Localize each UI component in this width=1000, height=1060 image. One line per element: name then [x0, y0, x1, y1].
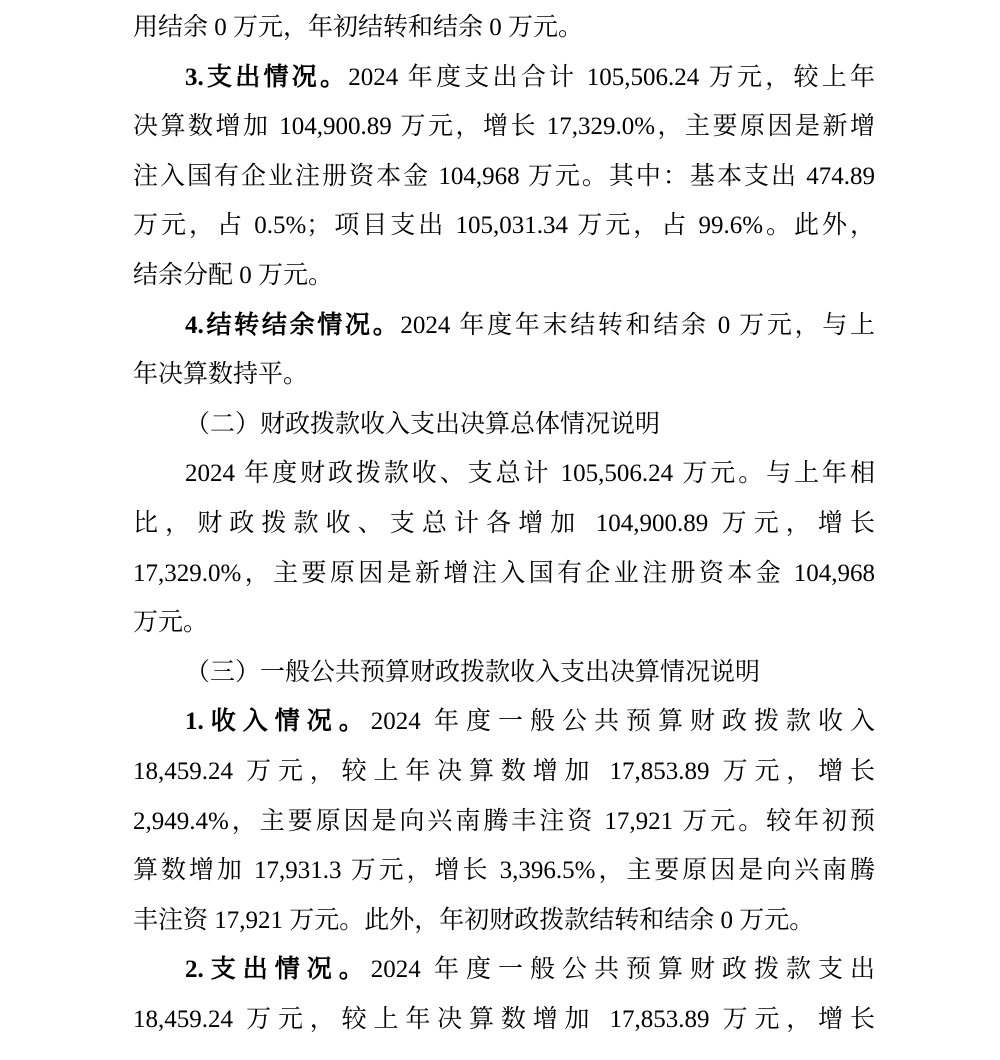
text-run: 注入国有企业注册资本金 104,968 万元。其中：基本支出 474.89: [133, 162, 875, 190]
text-run: （二）财政拨款收入支出决算总体情况说明: [185, 410, 661, 438]
text-run: 丰注资 17,921 万元。此外，年初财政拨款结转和结余 0 万元。: [133, 906, 815, 934]
text-run: 年决算数持平。: [133, 361, 309, 389]
text-run: 比，财政拨款收、支总计各增加 104,900.89 万元，增长: [133, 509, 875, 537]
text-line: [133, 598, 875, 648]
text-run: 2024 年度支出合计 105,506.24 万元，较上年: [348, 63, 875, 91]
text-line: [133, 251, 875, 301]
run-in-heading: 2.支出情况。: [185, 956, 371, 984]
text-run: 2024 年度一般公共预算财政拨款收入: [370, 708, 875, 736]
run-in-heading: 1.收入情况。: [185, 708, 371, 736]
text-run: 2024 年度一般公共预算财政拨款支出: [370, 956, 875, 984]
text-run: 结余分配 0 万元。: [133, 261, 334, 289]
text-line: [133, 152, 875, 202]
text-run: 18,459.24 万元，较上年决算数增加 17,853.89 万元，增长: [133, 757, 875, 785]
text-line: [133, 53, 875, 103]
document-body: [133, 3, 875, 1044]
text-run: 万元。: [133, 609, 209, 637]
text-line: [133, 648, 875, 698]
text-run: 2024 年度年末结转和结余 0 万元，与上: [400, 311, 875, 339]
text-run: （三）一般公共预算财政拨款收入支出决算情况说明: [185, 658, 761, 686]
text-run: 用结余 0 万元，年初结转和结余 0 万元。: [133, 14, 584, 41]
text-line: [133, 945, 875, 995]
text-line: [133, 3, 875, 53]
text-run: 17,329.0%，主要原因是新增注入国有企业注册资本金 104,968: [133, 559, 875, 587]
text-line: [133, 549, 875, 599]
text-line: [133, 449, 875, 499]
run-in-heading: 3.支出情况。: [185, 63, 349, 91]
run-in-heading: 4.结转结余情况。: [185, 311, 401, 339]
text-line: [133, 350, 875, 400]
text-run: 算数增加 17,931.3 万元，增长 3,396.5%，主要原因是向兴南腾: [133, 857, 875, 885]
text-run: 2,949.4%，主要原因是向兴南腾丰注资 17,921 万元。较年初预: [133, 807, 875, 835]
text-line: [133, 995, 875, 1045]
text-run: 18,459.24 万元，较上年决算数增加 17,853.89 万元，增长: [133, 1005, 875, 1033]
text-line: [133, 102, 875, 152]
text-line: [133, 301, 875, 351]
text-run: 决算数增加 104,900.89 万元，增长 17,329.0%，主要原因是新增: [133, 113, 875, 141]
text-line: [133, 400, 875, 450]
text-line: [133, 797, 875, 847]
text-line: [133, 846, 875, 896]
text-run: 万元，占 0.5%；项目支出 105,031.34 万元，占 99.6%。此外，: [133, 212, 875, 240]
text-line: [133, 499, 875, 549]
text-line: [133, 697, 875, 747]
text-line: [133, 896, 875, 946]
text-run: 2024 年度财政拨款收、支总计 105,506.24 万元。与上年相: [185, 460, 875, 488]
text-line: [133, 747, 875, 797]
text-line: [133, 201, 875, 251]
